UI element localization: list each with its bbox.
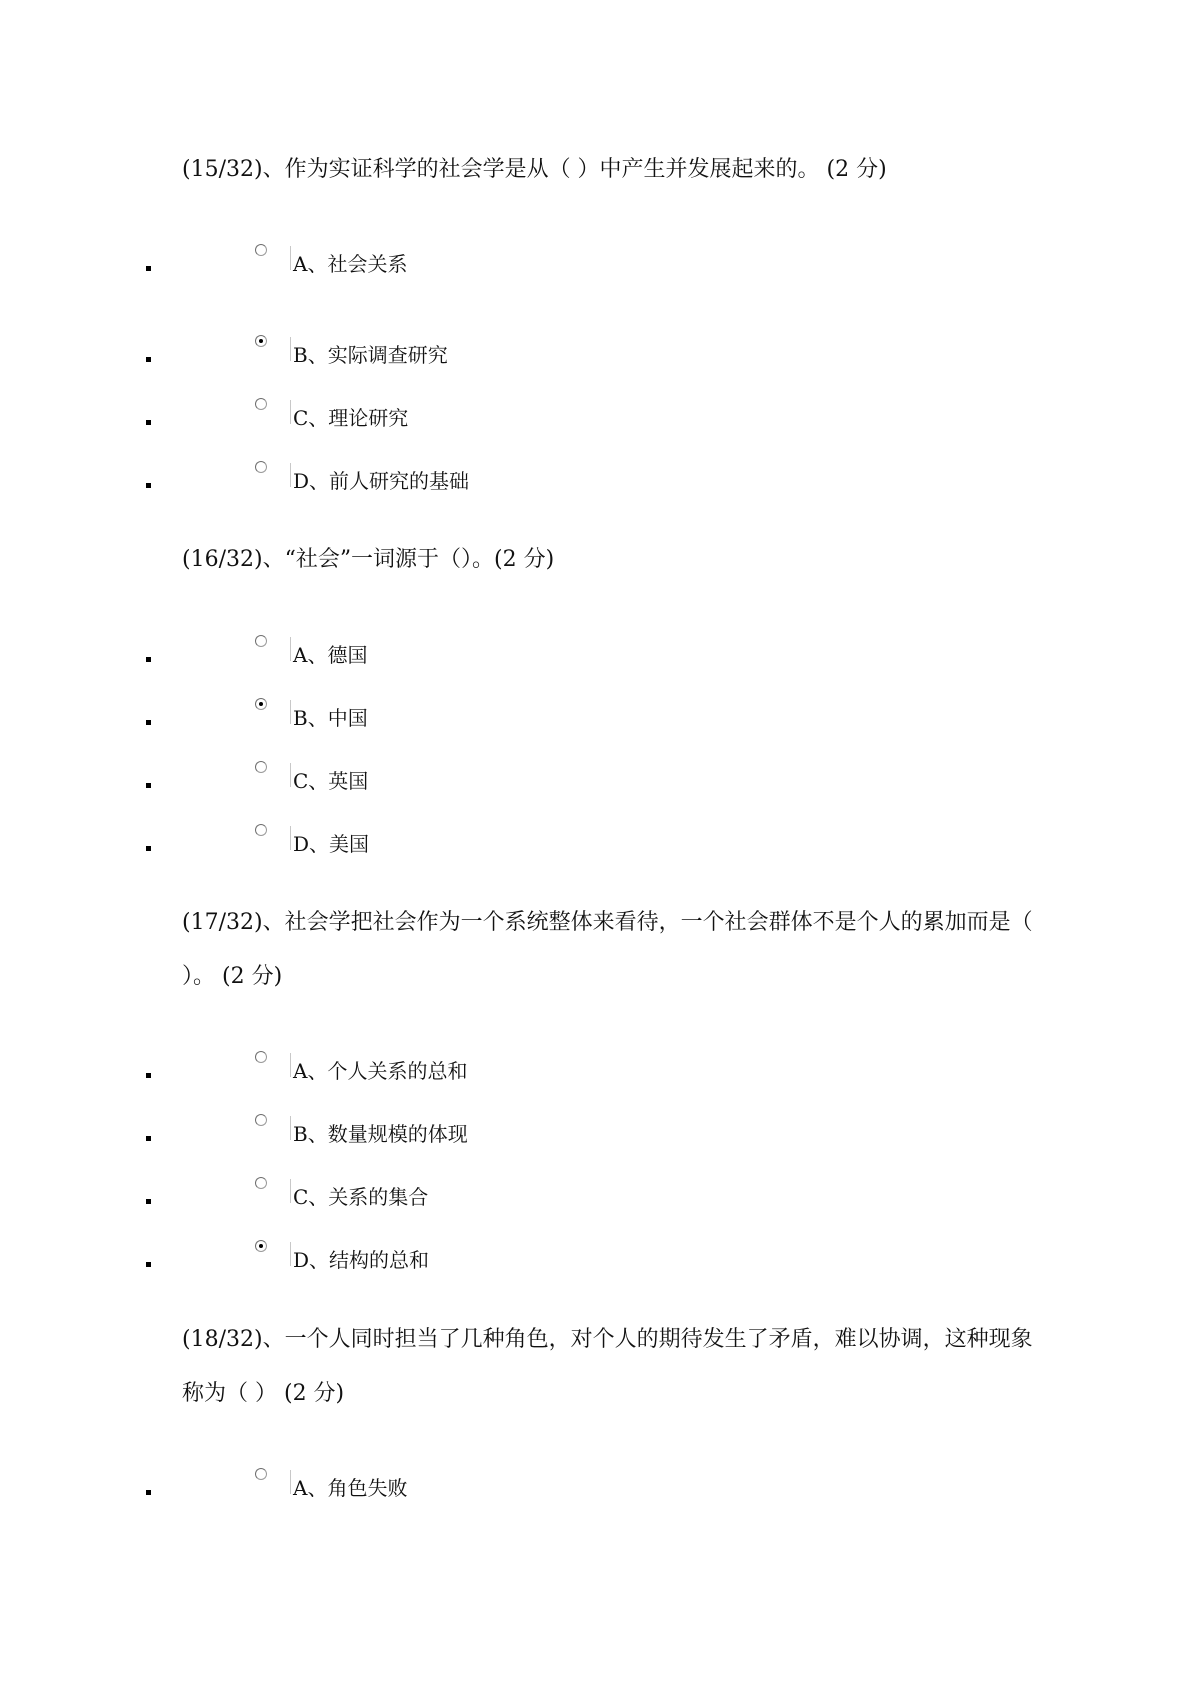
divider	[290, 337, 291, 361]
option-label: D、前人研究的基础	[293, 469, 470, 493]
bullet-icon	[146, 1199, 151, 1204]
question-17-text: (17/32)、社会学把社会作为一个系统整体来看待，一个社会群体不是个人的累加而是（ ）。 (2 分)	[182, 910, 1040, 989]
bullet-icon	[146, 1262, 151, 1267]
radio-unchecked-icon[interactable]	[255, 1177, 267, 1189]
option-label: B、中国	[293, 706, 368, 730]
bullet-icon	[146, 483, 151, 488]
divider	[290, 1116, 291, 1140]
bullet-icon	[146, 783, 151, 788]
divider	[290, 826, 291, 850]
divider	[290, 1470, 291, 1494]
radio-unchecked-icon[interactable]	[255, 461, 267, 473]
option-label: A、角色失败	[293, 1476, 408, 1500]
q17-option-b[interactable]	[0, 1118, 1191, 1158]
bullet-icon	[146, 420, 151, 425]
option-label: A、个人关系的总和	[293, 1059, 468, 1083]
question-18-text: (18/32)、一个人同时担当了几种角色，对个人的期待发生了矛盾，难以协调，这种现象称为（ ） (2 分)	[182, 1327, 1033, 1406]
divider	[290, 637, 291, 661]
option-label: C、英国	[293, 769, 369, 793]
q16-option-b[interactable]	[0, 702, 1191, 742]
option-label: C、理论研究	[293, 406, 409, 430]
divider	[290, 1242, 291, 1266]
divider	[290, 763, 291, 787]
radio-unchecked-icon[interactable]	[255, 244, 267, 256]
q18-option-a[interactable]	[0, 1472, 1191, 1512]
radio-unchecked-icon[interactable]	[255, 635, 267, 647]
bullet-icon	[146, 657, 151, 662]
q16-option-a[interactable]	[0, 639, 1191, 679]
radio-unchecked-icon[interactable]	[255, 398, 267, 410]
option-label: B、数量规模的体现	[293, 1122, 468, 1146]
q16-option-c[interactable]	[0, 765, 1191, 805]
divider	[290, 463, 291, 487]
bullet-icon	[146, 357, 151, 362]
q16-option-d[interactable]	[0, 828, 1191, 868]
bullet-icon	[146, 1073, 151, 1078]
radio-checked-icon[interactable]	[255, 698, 267, 710]
bullet-icon	[146, 720, 151, 725]
bullet-icon	[146, 1136, 151, 1141]
radio-checked-icon[interactable]	[255, 335, 267, 347]
bullet-icon	[146, 1490, 151, 1495]
radio-unchecked-icon[interactable]	[255, 1114, 267, 1126]
radio-unchecked-icon[interactable]	[255, 1051, 267, 1063]
q15-option-b[interactable]	[0, 339, 1191, 379]
question-16-text: (16/32)、“社会”一词源于（）。(2 分)	[182, 547, 555, 572]
option-label: B、实际调查研究	[293, 343, 448, 367]
divider	[290, 400, 291, 424]
q17-option-a[interactable]	[0, 1055, 1191, 1095]
radio-checked-icon[interactable]	[255, 1240, 267, 1252]
q17-option-d[interactable]	[0, 1244, 1191, 1284]
radio-unchecked-icon[interactable]	[255, 824, 267, 836]
divider	[290, 1053, 291, 1077]
option-label: D、美国	[293, 832, 370, 856]
divider	[290, 700, 291, 724]
radio-unchecked-icon[interactable]	[255, 761, 267, 773]
option-label: C、关系的集合	[293, 1185, 429, 1209]
option-label: A、社会关系	[293, 252, 408, 276]
q15-option-c[interactable]	[0, 402, 1191, 442]
q15-option-d[interactable]	[0, 465, 1191, 505]
radio-unchecked-icon[interactable]	[255, 1468, 267, 1480]
q15-option-a[interactable]	[0, 248, 1191, 288]
bullet-icon	[146, 846, 151, 851]
option-label: D、结构的总和	[293, 1248, 430, 1272]
bullet-icon	[146, 266, 151, 271]
divider	[290, 1179, 291, 1203]
divider	[290, 246, 291, 270]
q17-option-c[interactable]	[0, 1181, 1191, 1221]
option-label: A、德国	[293, 643, 368, 667]
question-15-text: (15/32)、作为实证科学的社会学是从（ ）中产生并发展起来的。 (2 分)	[182, 157, 887, 182]
